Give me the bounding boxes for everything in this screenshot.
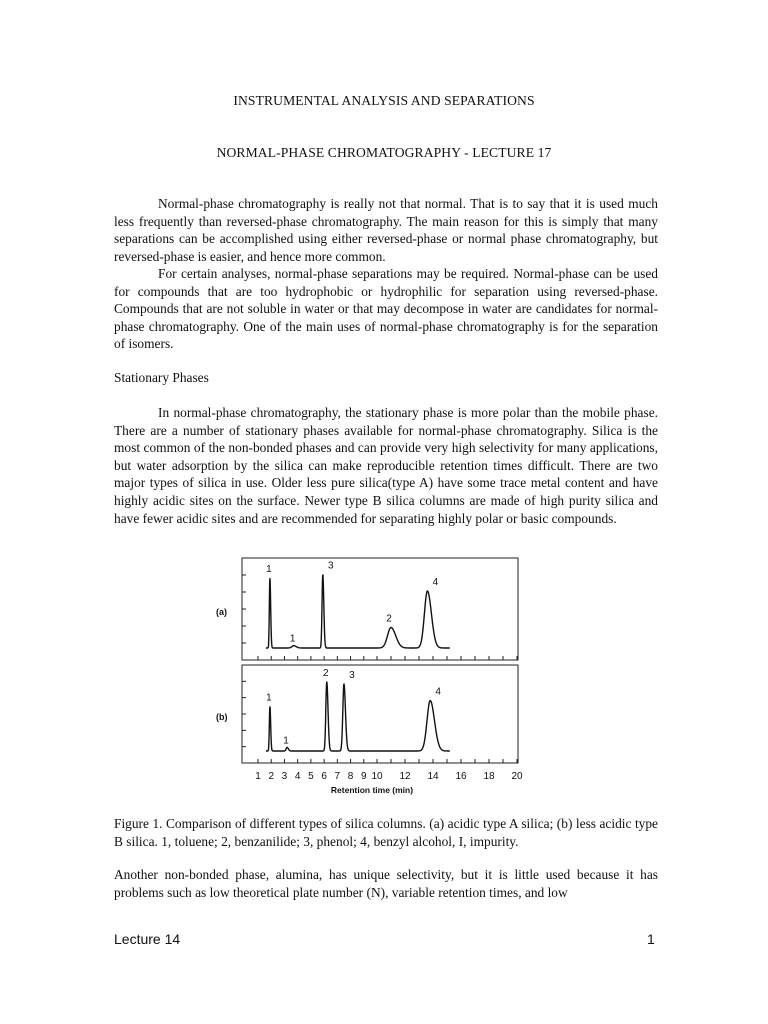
paragraph-alumina: Another non-bonded phase, alumina, has unique selectivity, but it is little used because it has problems such as low theoretical plate number (N), variable retention times, and low (114, 867, 658, 900)
x-tick-label: 1 (255, 771, 261, 782)
x-tick-label: 20 (511, 771, 523, 782)
paragraph-intro (114, 195, 658, 265)
x-tick-label: 14 (427, 771, 439, 782)
x-tick-label: 8 (347, 771, 354, 782)
x-tick-label: 6 (321, 771, 327, 782)
peak-label: 1 (266, 692, 272, 704)
peak-label: 1 (266, 564, 272, 576)
paragraph-uses-text: For certain analyses, normal-phase separations may be required. Normal-phase can be used for compounds that are too hydrophobic or hydrophilic for separation using reversed-phase. Compounds that are not soluble in water or that may decompose in water are candidates for normal-phase chromatography. One of the main uses of normal-phase chromatography is for the separation of isomers. (114, 266, 658, 352)
peak-label: 3 (349, 670, 355, 682)
lecture-title: NORMAL-PHASE CHROMATOGRAPHY - LECTURE 17 (216, 145, 552, 160)
chromatogram-trace-1 (266, 682, 450, 751)
page-number: 1 (647, 931, 655, 947)
peak-label: 4 (435, 686, 441, 698)
peak-label: 2 (386, 613, 392, 625)
x-tick-label: 4 (294, 771, 301, 782)
peak-label: 3 (328, 560, 334, 572)
paragraph-uses (114, 265, 658, 353)
panel-frame-1 (242, 665, 518, 763)
paragraph-stationary-text: In normal-phase chromatography, the stationary phase is more polar than the mobile phase. There are a number of stationary phases available for normal-phase chromatography. Silica is the most common of the non-bonded phases and can provide very high selectivity for many applications, but water adsorption by the silica can make reproducible retention times difficult. There are two major types of silica in use. Older less pure silica(type A) have some trace metal content and have highly acidic sites on the surface. Newer type B silica columns are made of high purity silica and have fewer acidic sites and are recommended for separating highly polar or basic compounds. (114, 405, 658, 526)
x-tick-label: 3 (281, 771, 288, 782)
x-tick-label: 18 (483, 771, 495, 782)
x-tick-label: 9 (360, 771, 367, 782)
x-tick-label: 2 (268, 771, 275, 782)
x-tick-label: 10 (371, 771, 383, 782)
paragraph-stationary (114, 404, 658, 527)
chromatogram-figure (200, 555, 540, 805)
chromatogram-chart (200, 555, 540, 805)
x-tick-label: 5 (308, 771, 314, 782)
peak-label: 4 (432, 577, 439, 588)
paragraph-intro-text: Normal-phase chromatography is really not that normal. That is to say that it is used much less frequently than reversed-phase chromatography. The main reason for this is simply that many separations can be accomplished using either reversed-phase or normal phase chromatography, but reversed-phase is easier, and hence more common. (114, 196, 658, 264)
x-axis-label: Retention time (min) (330, 785, 414, 795)
panel-frame-0 (242, 558, 518, 660)
course-title: INSTRUMENTAL ANALYSIS AND SEPARATIONS (233, 93, 535, 108)
x-tick-label: 7 (334, 771, 341, 782)
figure-caption: Figure 1. Comparison of different types of silica columns. (a) acidic type A silica; (b) less acidic type B silica. 1, toluene; 2, benzanilide; 3, phenol; 4, benzyl alcohol, I, impurity. (114, 816, 658, 849)
peak-label: 1 (289, 633, 296, 645)
x-tick-label: 16 (455, 771, 467, 782)
panel-label: (b) (216, 712, 228, 722)
panel-label: (a) (216, 607, 227, 617)
peak-label: 2 (322, 667, 329, 679)
section-heading-stationary-phases: Stationary Phases (114, 370, 209, 385)
peak-label: 1 (283, 735, 289, 747)
footer-left: Lecture 14 (114, 931, 181, 947)
x-tick-label: 12 (399, 771, 411, 782)
